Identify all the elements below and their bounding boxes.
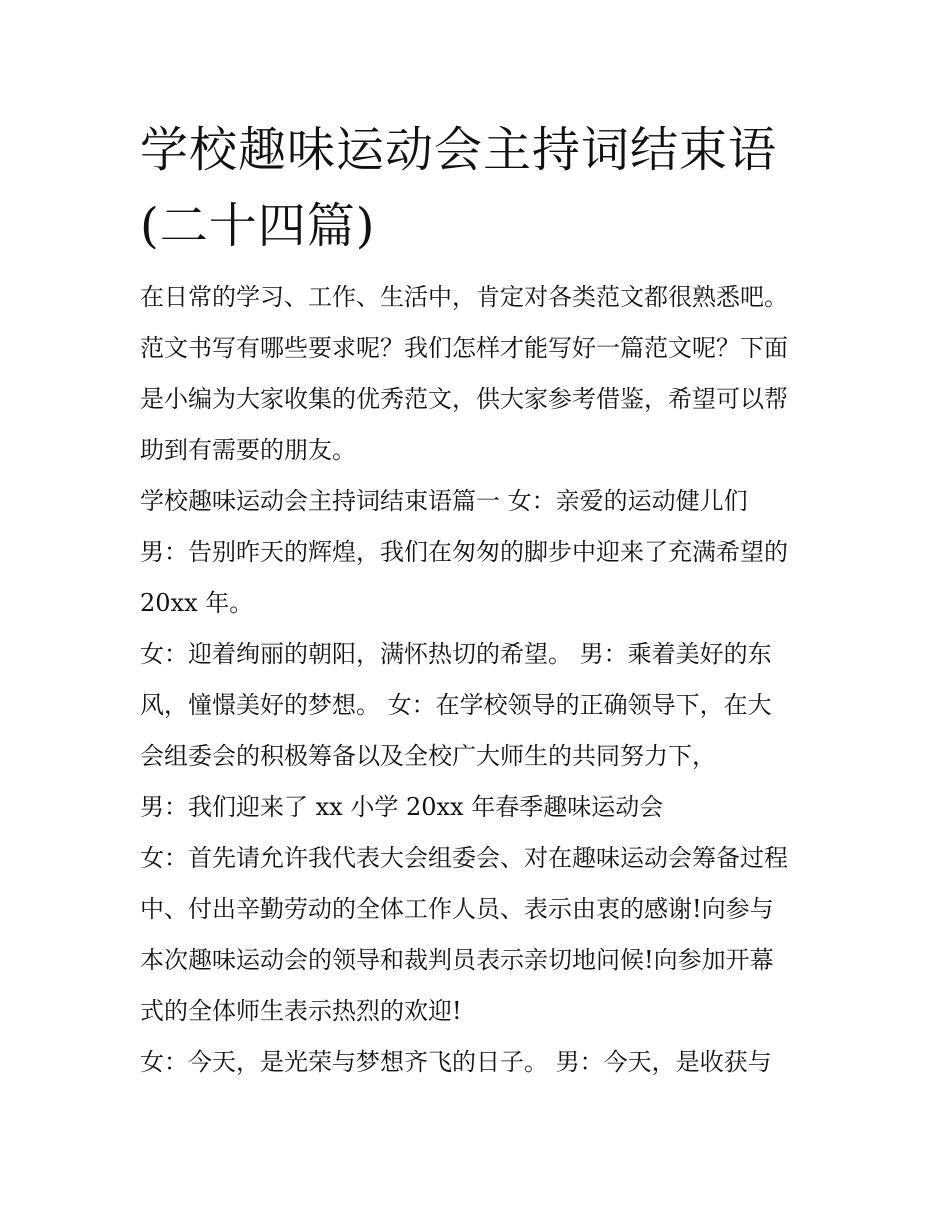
paragraph-dialogue <box>140 1037 820 1088</box>
text-line: 女：首先请允许我代表大会组委会、对在趣味运动会筹备过程 <box>140 844 788 872</box>
paragraph-dialogue <box>140 527 820 629</box>
document-page <box>140 112 820 1088</box>
text-line: 女：今天，是光荣与梦想齐飞的日子。 男：今天，是收获与 <box>140 1048 772 1076</box>
paragraph-intro <box>140 272 820 476</box>
text-line: 女：迎着绚丽的朝阳，满怀热切的希望。 男：乘着美好的东 <box>140 640 772 668</box>
paragraph-dialogue <box>140 782 820 833</box>
paragraph-dialogue <box>140 629 820 782</box>
text-line: 男：告别昨天的辉煌，我们在匆匆的脚步中迎来了充满希望的 <box>140 538 788 566</box>
text-line: 20xx 年。 <box>140 589 254 617</box>
text-line: 会组委会的积极筹备以及全校广大师生的共同努力下， <box>140 742 716 770</box>
title-line: (二十四篇) <box>140 198 376 254</box>
paragraph-section-heading <box>140 476 820 527</box>
text-line: 本次趣味运动会的领导和裁判员表示亲切地问候!向参加开幕 <box>140 946 774 974</box>
document-body <box>140 272 820 1088</box>
text-line: 学校趣味运动会主持词结束语篇一 女：亲爱的运动健儿们 <box>140 487 748 515</box>
text-line: 范文书写有哪些要求呢？我们怎样才能写好一篇范文呢？下面 <box>140 334 788 362</box>
text-line: 在日常的学习、工作、生活中，肯定对各类范文都很熟悉吧。 <box>140 283 788 311</box>
text-line: 中、付出辛勤劳动的全体工作人员、表示由衷的感谢!向参与 <box>140 895 774 923</box>
text-line: 助到有需要的朋友。 <box>140 436 356 464</box>
title-line: 学校趣味运动会主持词结束语 <box>140 122 778 178</box>
paragraph-dialogue <box>140 833 820 1037</box>
text-line: 风，憧憬美好的梦想。 女：在学校领导的正确领导下，在大 <box>140 691 772 719</box>
text-line: 是小编为大家收集的优秀范文，供大家参考借鉴，希望可以帮 <box>140 385 788 413</box>
text-line: 式的全体师生表示热烈的欢迎! <box>140 997 462 1025</box>
document-title <box>140 112 820 264</box>
text-line: 男：我们迎来了 xx 小学 20xx 年春季趣味运动会 <box>140 793 664 821</box>
